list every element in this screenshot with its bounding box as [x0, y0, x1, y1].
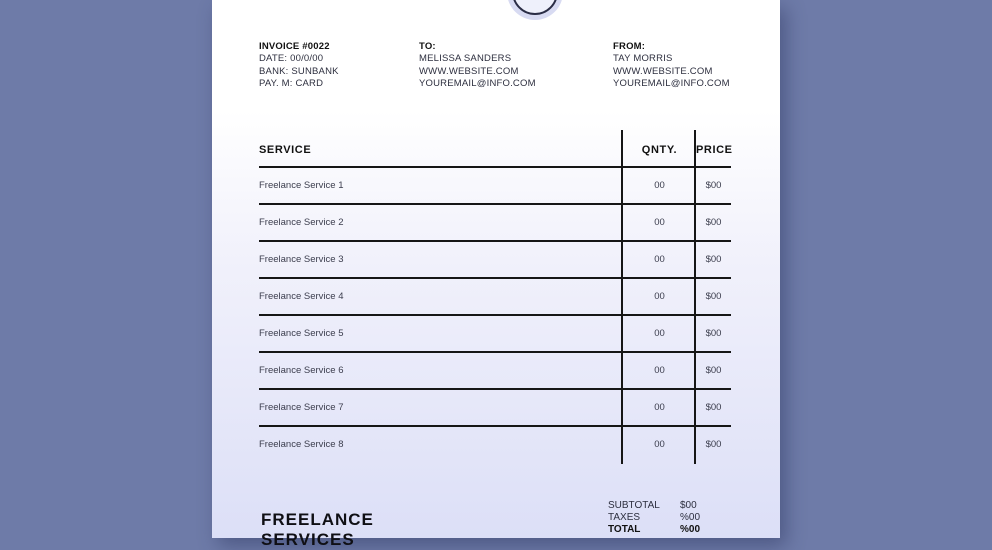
- service-name: Freelance Service 4: [259, 291, 344, 302]
- total-label: TOTAL: [608, 524, 641, 535]
- service-quantity: 00: [654, 439, 665, 450]
- services-table: [259, 130, 731, 464]
- service-price: $00: [705, 328, 722, 339]
- header-price: PRICE: [696, 144, 733, 156]
- to-name: MELISSA SANDERS: [419, 53, 512, 65]
- service-name: Freelance Service 7: [259, 402, 344, 413]
- row-divider: [259, 240, 731, 242]
- footer-title: [261, 510, 374, 550]
- row-divider: [259, 277, 731, 279]
- service-name: Freelance Service 5: [259, 328, 344, 339]
- from-heading: FROM:: [613, 41, 646, 52]
- subtotal-label: SUBTOTAL: [608, 500, 660, 511]
- service-price: $00: [705, 402, 722, 413]
- invoice-date: DATE: 00/0/00: [259, 53, 324, 65]
- service-name: Freelance Service 6: [259, 365, 344, 376]
- to-heading: TO:: [419, 41, 436, 52]
- row-divider: [259, 203, 731, 205]
- footer-title-line1: FREELANCE: [261, 510, 374, 529]
- header-quantity: QNTY.: [641, 144, 678, 156]
- taxes-value: %00: [680, 512, 701, 523]
- total-value: %00: [680, 524, 701, 535]
- service-quantity: 00: [654, 365, 665, 376]
- invoice-number: INVOICE #0022: [259, 41, 330, 52]
- service-quantity: 00: [654, 402, 665, 413]
- service-name: Freelance Service 2: [259, 217, 344, 228]
- service-price: $00: [705, 365, 722, 376]
- to-email: YOUREMAIL@INFO.COM: [419, 77, 536, 89]
- service-quantity: 00: [654, 180, 665, 191]
- service-price: $00: [705, 291, 722, 302]
- service-quantity: 00: [654, 328, 665, 339]
- logo-circle: [507, 0, 563, 20]
- header-service: SERVICE: [259, 144, 312, 156]
- totals-values: [680, 500, 700, 536]
- service-price: $00: [705, 439, 722, 450]
- invoice-pay-method: PAY. M: CARD: [259, 77, 324, 89]
- from-website: WWW.WEBSITE.COM: [613, 65, 713, 77]
- invoice-details: [259, 41, 339, 90]
- service-name: Freelance Service 3: [259, 254, 344, 265]
- taxes-label: TAXES: [608, 512, 641, 523]
- service-quantity: 00: [654, 254, 665, 265]
- service-quantity: 00: [654, 291, 665, 302]
- invoice-paper: [212, 0, 780, 549]
- subtotal-value: $00: [680, 500, 697, 511]
- row-divider: [259, 425, 731, 427]
- sender-details: [613, 41, 730, 90]
- row-divider: [259, 388, 731, 390]
- footer-title-line2: SERVICES: [261, 530, 355, 549]
- row-divider: [259, 351, 731, 353]
- service-name: Freelance Service 1: [259, 180, 344, 191]
- row-divider: [259, 314, 731, 316]
- recipient-details: [419, 41, 536, 90]
- service-price: $00: [705, 254, 722, 265]
- service-quantity: 00: [654, 217, 665, 228]
- invoice-bank: BANK: SUNBANK: [259, 65, 339, 77]
- to-website: WWW.WEBSITE.COM: [419, 65, 519, 77]
- totals-labels: [608, 500, 660, 536]
- service-price: $00: [705, 217, 722, 228]
- from-name: TAY MORRIS: [613, 53, 673, 65]
- from-email: YOUREMAIL@INFO.COM: [613, 77, 730, 89]
- service-price: $00: [705, 180, 722, 191]
- service-name: Freelance Service 8: [259, 439, 344, 450]
- row-divider: [259, 166, 731, 168]
